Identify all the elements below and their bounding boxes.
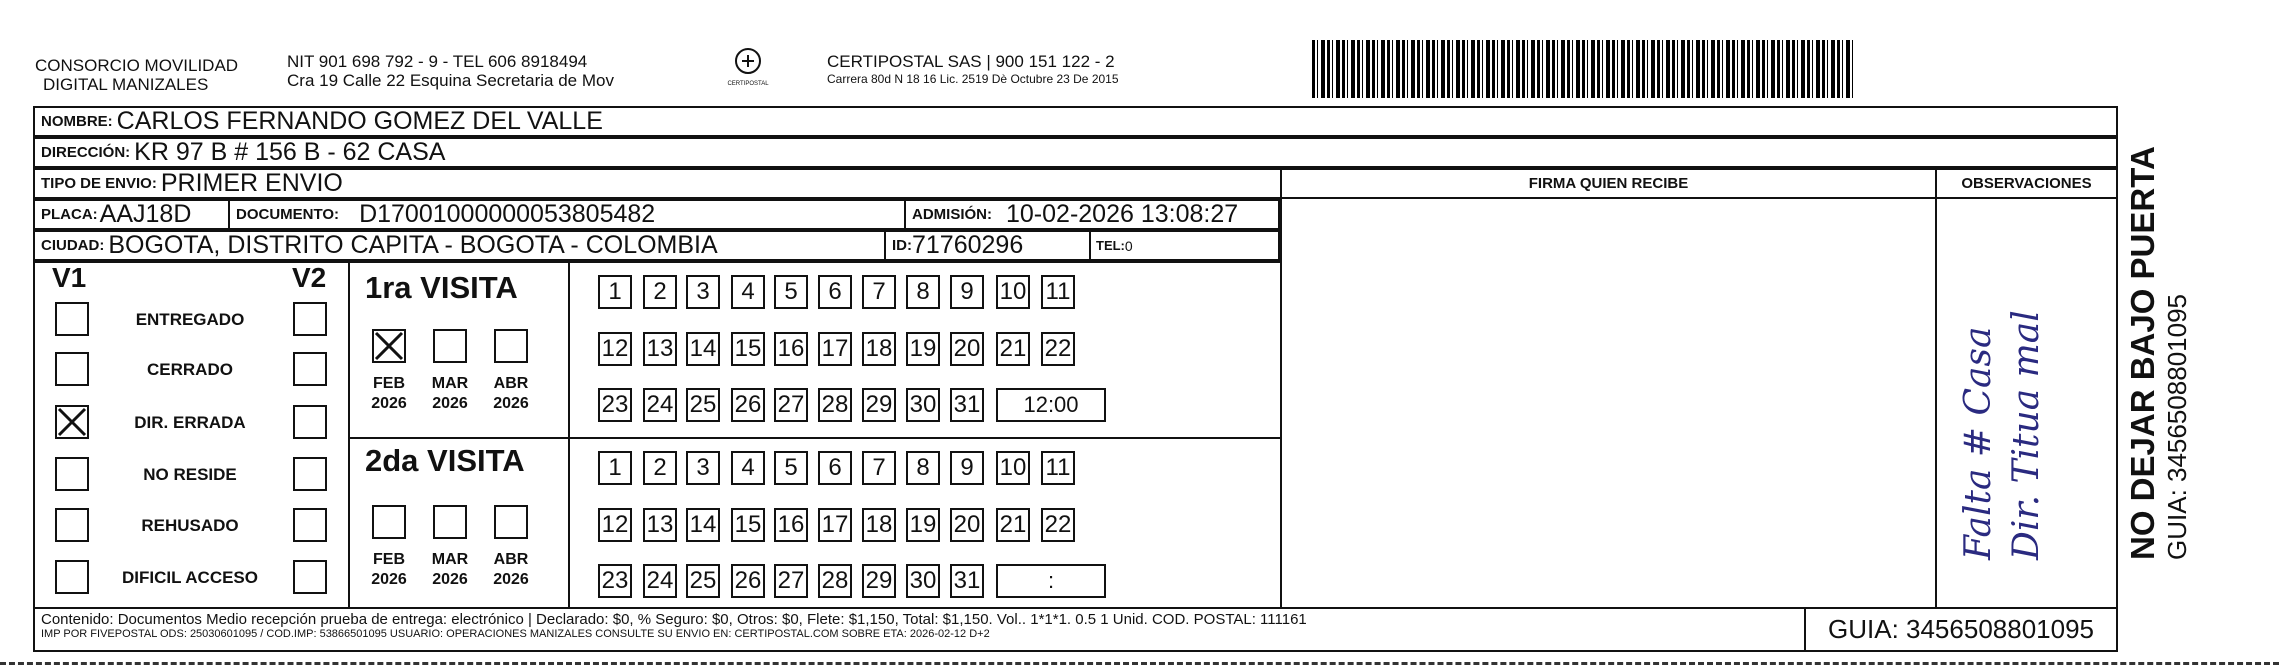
side-guia-text: GUIA: 3456508801095	[2162, 294, 2192, 560]
carrier-line: CERTIPOSTAL SAS | 900 151 122 - 2	[827, 52, 1115, 71]
month-label	[361, 550, 417, 590]
day-checkbox[interactable]: 7	[862, 451, 896, 485]
v1-checkbox[interactable]	[55, 508, 89, 542]
month-checkbox[interactable]	[433, 505, 467, 539]
tel-value: 0	[1124, 237, 1133, 254]
day-checkbox[interactable]: 14	[686, 332, 720, 366]
day-checkbox[interactable]: 31	[950, 388, 984, 422]
torn-edge	[0, 662, 2279, 672]
day-checkbox[interactable]: 26	[731, 388, 765, 422]
day-checkbox[interactable]: 11	[1041, 275, 1075, 309]
month-label	[422, 374, 478, 414]
admision-label: ADMISIÓN:	[912, 206, 992, 223]
day-checkbox[interactable]: 25	[686, 564, 720, 598]
month-name: FEB	[373, 551, 405, 568]
day-checkbox[interactable]: 15	[731, 508, 765, 542]
time-box[interactable]: :	[996, 564, 1106, 598]
tel-cell	[1096, 230, 1133, 261]
imp-line: IMP POR FIVEPOSTAL ODS: 25030601095 / COD.IMP: 53866501095 USUARIO: OPERACIONES MANIZALES CONSULTE SU ENVIO EN: CERTIPOSTAL.COM SOBRE ETA: 2026-02-12 D+2	[41, 628, 990, 640]
direccion-label: DIRECCIÓN:	[41, 144, 131, 161]
address-line: Cra 19 Calle 22 Esquina Secretaria de Mov	[287, 71, 614, 90]
day-checkbox[interactable]: 14	[686, 508, 720, 542]
tel-label: TEL:	[1096, 238, 1125, 253]
v1-checkbox[interactable]	[55, 457, 89, 491]
contenido-line: Contenido: Documentos Medio recepción prueba de entrega: electrónico | Declarado: $0, % Seguro: $0, Otros: $0, Flete: $1,150, Total: $1,150. Vol.. 1*1*1. 0.5 1 Unid. COD. POSTAL: 111161	[41, 611, 1307, 628]
status-label: DIFICIL ACCESO	[121, 568, 258, 587]
day-checkbox[interactable]: 17	[818, 332, 852, 366]
day-checkbox[interactable]: 29	[862, 564, 896, 598]
day-checkbox[interactable]: 6	[818, 451, 852, 485]
day-checkbox[interactable]: 16	[774, 332, 808, 366]
day-checkbox[interactable]: 13	[643, 332, 677, 366]
day-checkbox[interactable]: 2	[643, 275, 677, 309]
time-box[interactable]: 12:00	[996, 388, 1106, 422]
v2-checkbox[interactable]	[293, 560, 327, 594]
day-checkbox[interactable]: 8	[906, 275, 940, 309]
day-checkbox[interactable]: 4	[731, 451, 765, 485]
day-checkbox[interactable]: 5	[774, 275, 808, 309]
day-checkbox[interactable]: 30	[906, 388, 940, 422]
day-checkbox[interactable]: 1	[598, 451, 632, 485]
v1-checkbox[interactable]	[55, 560, 89, 594]
side-warning-text: NO DEJAR BAJO PUERTA	[2124, 146, 2161, 560]
month-label	[483, 550, 539, 590]
observation-note	[1955, 310, 2051, 560]
firma-header	[1280, 168, 1937, 199]
v2-checkbox[interactable]	[293, 352, 327, 386]
id-value: 71760296	[912, 231, 1024, 259]
month-checkbox[interactable]	[494, 505, 528, 539]
direccion-row	[33, 137, 2118, 168]
month-year: 2026	[493, 395, 529, 412]
carrier-info	[827, 52, 1277, 86]
month-year: 2026	[432, 571, 468, 588]
admision-value: 10-02-2026 13:08:27	[1006, 200, 1239, 228]
issuer-contact	[287, 52, 677, 90]
day-checkbox[interactable]: 27	[774, 564, 808, 598]
admision-cell	[912, 199, 1238, 230]
day-checkbox[interactable]: 3	[686, 451, 720, 485]
check-x-icon	[374, 331, 404, 361]
day-checkbox[interactable]: 13	[643, 508, 677, 542]
month-checkbox[interactable]	[433, 329, 467, 363]
v1-checkbox[interactable]	[55, 352, 89, 386]
day-checkbox[interactable]: 21	[996, 332, 1030, 366]
v2-checkbox[interactable]	[293, 302, 327, 336]
id-label: ID:	[892, 237, 912, 254]
day-checkbox[interactable]: 21	[996, 508, 1030, 542]
v1-label: V1	[52, 262, 87, 293]
status-label: ENTREGADO	[135, 310, 245, 329]
documento-label: DOCUMENTO:	[236, 206, 340, 223]
status-label: REHUSADO	[141, 516, 239, 535]
month-label	[361, 374, 417, 414]
day-checkbox[interactable]: 26	[731, 564, 765, 598]
month-year: 2026	[371, 571, 407, 588]
certipostal-logo	[718, 46, 778, 87]
issuer-name	[35, 56, 270, 94]
month-label	[422, 550, 478, 590]
observaciones-label: OBSERVACIONES	[1961, 175, 2092, 192]
day-checkbox[interactable]: 24	[643, 564, 677, 598]
day-checkbox[interactable]: 19	[906, 332, 940, 366]
day-checkbox[interactable]: 25	[686, 388, 720, 422]
day-checkbox[interactable]: 4	[731, 275, 765, 309]
nombre-row	[33, 106, 2118, 137]
day-checkbox[interactable]: 31	[950, 564, 984, 598]
issuer-line-1: CONSORCIO MOVILIDAD	[35, 56, 239, 75]
day-checkbox[interactable]: 28	[818, 564, 852, 598]
v1-checkbox[interactable]	[55, 302, 89, 336]
day-checkbox[interactable]: 22	[1041, 508, 1075, 542]
month-year: 2026	[493, 571, 529, 588]
day-checkbox[interactable]: 18	[862, 508, 896, 542]
day-checkbox[interactable]: 18	[862, 332, 896, 366]
month-name: FEB	[373, 375, 405, 392]
direccion-value: KR 97 B # 156 B - 62 CASA	[134, 138, 446, 166]
ciudad-label: CIUDAD:	[41, 237, 105, 254]
visit-1-title: 1ra VISITA	[365, 270, 518, 305]
visit-2-title: 2da VISITA	[365, 443, 525, 478]
month-name: MAR	[431, 551, 469, 568]
day-checkbox[interactable]: 5	[774, 451, 808, 485]
carrier-license: Carrera 80d N 18 16 Lic. 2519 Dè Octubre 23 De 2015	[827, 72, 1119, 86]
issuer-line-2: DIGITAL MANIZALES	[43, 75, 209, 94]
day-checkbox[interactable]: 22	[1041, 332, 1075, 366]
month-name: ABR	[493, 551, 529, 568]
firma-area	[1280, 197, 1937, 609]
nombre-value: CARLOS FERNANDO GOMEZ DEL VALLE	[116, 107, 603, 135]
day-checkbox[interactable]: 9	[950, 275, 984, 309]
day-checkbox[interactable]: 23	[598, 564, 632, 598]
day-checkbox[interactable]: 11	[1041, 451, 1075, 485]
day-checkbox[interactable]: 30	[906, 564, 940, 598]
day-checkbox[interactable]: 3	[686, 275, 720, 309]
day-checkbox[interactable]: 10	[996, 451, 1030, 485]
v2-checkbox[interactable]	[293, 405, 327, 439]
day-checkbox[interactable]: 1	[598, 275, 632, 309]
day-checkbox[interactable]: 28	[818, 388, 852, 422]
tipo-value: PRIMER ENVIO	[160, 169, 343, 197]
id-cell	[884, 230, 1091, 261]
v2-checkbox[interactable]	[293, 508, 327, 542]
day-checkbox[interactable]: 20	[950, 508, 984, 542]
v2-label: V2	[292, 262, 327, 293]
day-checkbox[interactable]: 7	[862, 275, 896, 309]
day-checkbox[interactable]: 19	[906, 508, 940, 542]
side-warning	[2124, 120, 2192, 560]
logo-icon	[733, 46, 763, 76]
footer-guia	[1804, 607, 2118, 652]
day-checkbox[interactable]: 15	[731, 332, 765, 366]
month-checkbox[interactable]	[372, 329, 406, 363]
month-name: MAR	[431, 375, 469, 392]
day-checkbox[interactable]: 24	[643, 388, 677, 422]
observation-note-line-2: Dir. Titua mal	[2006, 310, 2047, 560]
day-checkbox[interactable]: 27	[774, 388, 808, 422]
month-year: 2026	[371, 395, 407, 412]
day-checkbox[interactable]: 20	[950, 332, 984, 366]
check-x-icon	[57, 407, 87, 437]
logo-text: CERTIPOSTAL	[727, 81, 769, 87]
day-checkbox[interactable]: 10	[996, 275, 1030, 309]
footer-info	[33, 607, 1806, 652]
placa-label: PLACA:	[41, 206, 98, 223]
day-checkbox[interactable]: 8	[906, 451, 940, 485]
barcode	[1312, 40, 1853, 98]
month-label	[483, 374, 539, 414]
ciudad-row	[33, 230, 1280, 261]
day-checkbox[interactable]: 12	[598, 508, 632, 542]
v2-checkbox[interactable]	[293, 457, 327, 491]
month-checkbox[interactable]	[494, 329, 528, 363]
day-checkbox[interactable]: 12	[598, 332, 632, 366]
month-name: ABR	[493, 375, 529, 392]
status-label: NO RESIDE	[143, 465, 237, 484]
firma-label: FIRMA QUIEN RECIBE	[1528, 175, 1689, 192]
status-label: DIR. ERRADA	[134, 413, 246, 432]
documento-value: D17001000000053805482	[359, 200, 656, 228]
day-checkbox[interactable]: 2	[643, 451, 677, 485]
day-checkbox[interactable]: 17	[818, 508, 852, 542]
day-checkbox[interactable]: 9	[950, 451, 984, 485]
nit-line: NIT 901 698 792 - 9 - TEL 606 8918494	[287, 52, 588, 71]
v1-checkbox[interactable]	[55, 405, 89, 439]
documento-cell	[228, 199, 906, 230]
month-year: 2026	[432, 395, 468, 412]
day-checkbox[interactable]: 6	[818, 275, 852, 309]
day-checkbox[interactable]: 29	[862, 388, 896, 422]
day-checkbox[interactable]: 16	[774, 508, 808, 542]
status-label: CERRADO	[147, 360, 233, 379]
ciudad-value: BOGOTA, DISTRITO CAPITA - BOGOTA - COLOMBIA	[108, 231, 718, 259]
observation-note-line-1: Falta # Casa	[1958, 326, 1999, 560]
placa-value: AAJ18D	[99, 200, 192, 228]
observaciones-header	[1935, 168, 2118, 199]
footer-guia-value: GUIA: 3456508801095	[1828, 614, 2094, 644]
month-checkbox[interactable]	[372, 505, 406, 539]
day-checkbox[interactable]: 23	[598, 388, 632, 422]
tipo-label: TIPO DE ENVIO:	[41, 175, 157, 192]
nombre-label: NOMBRE:	[41, 113, 113, 130]
